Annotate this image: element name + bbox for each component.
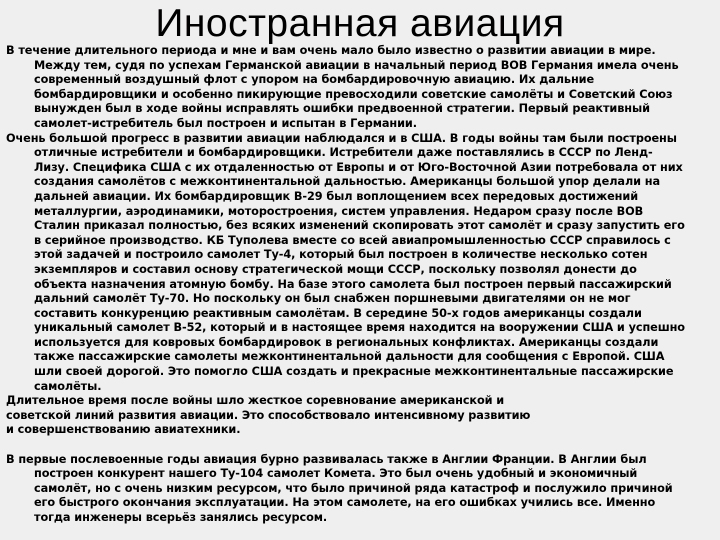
paragraph-usa: Очень большой прогресс в развитии авиации наблюдался и в США. В годы войны там были построены отличные истребители и бомбардировщики. Истребители даже поставлялись в СССР по Ленд-Лизу. Специфика США с их отдаленностью от Европы и от Юго-Восточной Азии потребовала от них создания самолётов с межконтинентальной дальностью. Американцы большой упор делали на дальней авиации. Их бомбардировщик В-29 был воплощением всех передовых достижений металлургии, аэродинамики, моторостроения, систем управления. Недаром сразу после ВОВ Сталин приказал полностью, без всяких изменений скопировать этот самолёт и сразу запустить его в серийное производство. КБ Туполева вместе со всей авиапромышленностью СССР справилось с этой задачей и построило самолет Ту-4, который был построен в количестве несколько сотен экземпляров и составил основу стратегической мощи СССР, поскольку позволял донести до объекта назначения атомную бомбу. На базе этого самолета был построен первый пассажирский дальний самолёт Ту-70. Но поскольку он был снабжен поршневыми двигателями он не мог составить конкуренцию реактивным самолётам. В середине 50-х годов американцы создали уникальный самолет В-52, который и в настоящее время находится на вооружении США и успешно используется для ковровых бомбардировок в региональных конфликтах. Американцы создали также пассажирские самолеты межконтинентальной дальности для сообщения с Европой. США шли своей дорогой. Это помогло США создать и прекрасные межконтинентальные пассажирские самолёты.	[6, 131, 685, 393]
paragraph-competition-line-3: и совершенствованию авиатехники.	[6, 423, 241, 437]
paragraph-germany: В течение длительного периода и мне и вам очень мало было известно о развитии авиации в мире. Между тем, судя по успехам Германской авиации в начальный период ВОВ Германия имела очень современный воздушный флот с упором на бомбардировочную авиацию. Их дальние бомбардировщики и особенно пикирующие превосходили советские самолёты и Советский Союз вынужден был в ходе войны исправлять ошибки предвоенной стратегии. Первый реактивный самолет-истребитель был построен и испытан в Германии.	[6, 44, 679, 130]
paragraph-competition-line-2: советской линий развития авиации. Это способствовало интенсивному развитию	[6, 408, 531, 422]
slide-title: Иностранная авиация	[155, 2, 565, 45]
paragraph-competition-line-1: Длительное время после войны шло жесткое соревнование американской и	[6, 394, 505, 408]
paragraph-spacer	[6, 438, 686, 453]
slide-body	[6, 44, 686, 526]
paragraph-england: В первые послевоенные годы авиация бурно развивалась также в Англии Франции. В Англии был построен конкурент нашего Ту-104 самолет Комета. Это был очень удобный и экономичный самолёт, но с очень низким ресурсом, что было причиной ряда катастроф и послужило причиной его быстрого окончания эксплуатации. На этом самолете, на его ошибках учились все. Именно тогда инженеры всерьёз занялись ресурсом.	[6, 452, 673, 524]
